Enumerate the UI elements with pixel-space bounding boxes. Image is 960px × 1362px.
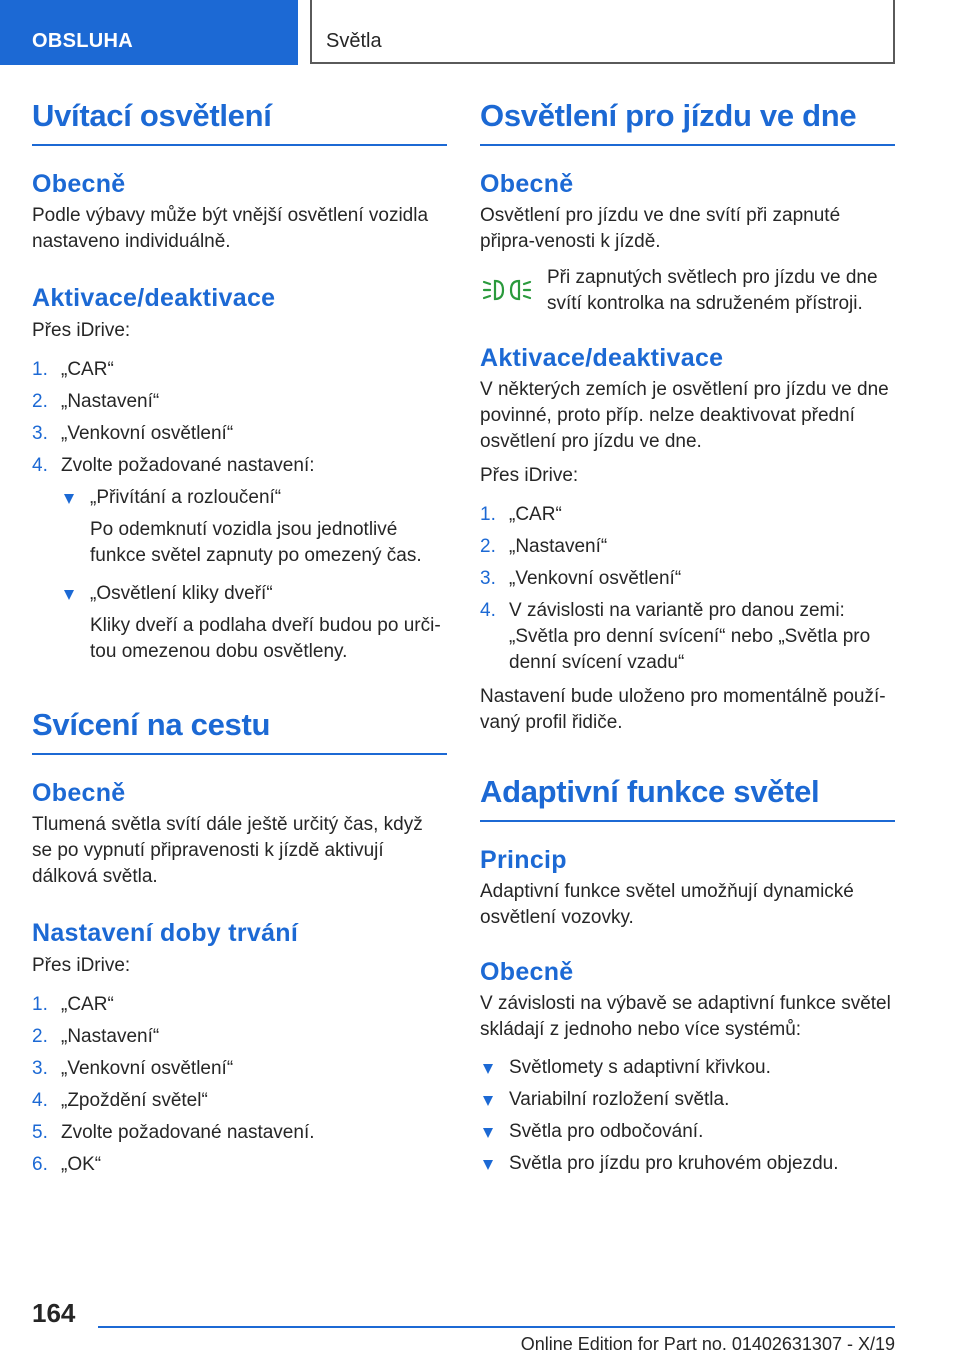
list-item: 2. „Nastavení“ (480, 534, 895, 560)
bullet-triangle-icon (64, 494, 74, 504)
bullet-triangle-icon (483, 1064, 493, 1074)
duration-heading: Nastavení doby trvání (32, 919, 299, 947)
activation-text: V některých zemích je osvětlení pro jízdu ve dne povinné, proto příp. nelze deaktivovat přední osvětlení pro jízdu ve dne. (480, 379, 889, 452)
step-number: 3. (32, 423, 48, 444)
option-description: Kliky dveří a podlaha dveří budou po urči-tou omezenou dobu osvětleny. (90, 615, 441, 662)
footer-divider (98, 1326, 895, 1328)
general-text: V závislosti na výbavě se adaptivní funkce světel skládají z jednoho nebo více systémů: (480, 993, 891, 1040)
bullet-triangle-icon (64, 590, 74, 600)
step-number: 1. (32, 994, 48, 1015)
principle-heading: Princip (480, 846, 567, 874)
step-number: 4. (32, 455, 48, 476)
list-item: 3. „Venkovní osvětlení“ (32, 1056, 447, 1082)
general-heading: Obecně (480, 958, 574, 986)
steps-list (32, 992, 447, 1178)
list-item: 6. „OK“ (32, 1152, 447, 1178)
list-item: 4. Zvolte požadované nastavení: (32, 453, 447, 479)
general-text: Tlumená světla svítí dále ještě určitý čas, když se po vypnutí připravenosti k jízdě aktivují dálková světla. (32, 814, 423, 887)
systems-list (480, 1055, 895, 1177)
general-heading: Obecně (32, 170, 126, 198)
page-number: 164 (32, 1298, 76, 1328)
idrive-intro: Přes iDrive: (32, 320, 131, 341)
idrive-intro: Přes iDrive: (32, 955, 131, 976)
general-heading: Obecně (480, 170, 574, 198)
step-number: 1. (32, 359, 48, 380)
list-item: Variabilní rozložení světla. (480, 1087, 895, 1113)
list-item: Světla pro odbočování. (480, 1119, 895, 1145)
step-number: 3. (32, 1058, 48, 1079)
idrive-intro: Přes iDrive: (480, 465, 579, 486)
list-item: Světla pro jízdu pro kruhovém objezdu. (480, 1151, 895, 1177)
welcome-lighting-title: Uvítací osvětlení (32, 96, 447, 146)
activation-heading: Aktivace/deaktivace (32, 284, 276, 312)
daytime-lights-title: Osvětlení pro jízdu ve dne (480, 96, 895, 146)
step-number: 3. (480, 568, 496, 589)
list-item: 2. „Nastavení“ (32, 1024, 447, 1050)
adaptive-lights-title: Adaptivní funkce světel (480, 772, 895, 822)
general-text: Osvětlení pro jízdu ve dne svítí při zapnuté připra-venosti k jízdě. (480, 205, 841, 252)
option-description: Po odemknutí vozidla jsou jednotlivé funkce světel zapnuty po omezený čas. (90, 519, 422, 566)
list-item: Světlomety s adaptivní křivkou. (480, 1055, 895, 1081)
principle-text: Adaptivní funkce světel umožňují dynamické osvětlení vozovky. (480, 881, 854, 928)
list-item: 1. „CAR“ (480, 502, 895, 528)
step-number: 4. (32, 1090, 48, 1111)
edition-text: Online Edition for Part no. 01402631307 - X/19 (520, 1334, 895, 1354)
steps-list (480, 502, 895, 676)
leaving-home-title: Svícení na cestu (32, 705, 447, 755)
list-item: 1. „CAR“ (32, 992, 447, 1018)
list-item: 5. Zvolte požadované nastavení. (32, 1120, 447, 1146)
step-number: 2. (32, 1026, 48, 1047)
page-header (0, 0, 960, 66)
activation-heading: Aktivace/deaktivace (480, 344, 724, 372)
list-item: 3. „Venkovní osvětlení“ (32, 421, 447, 447)
bullet-triangle-icon (483, 1160, 493, 1170)
after-text: Nastavení bude uloženo pro momentálně použí-vaný profil řidiče. (480, 686, 886, 733)
steps-list (32, 357, 447, 479)
left-column (32, 96, 447, 1178)
general-text: Podle výbavy může být vnější osvětlení vozidla nastaveno individuálně. (32, 205, 429, 252)
step-number: 2. (32, 391, 48, 412)
right-column (480, 96, 895, 1177)
step-number: 4. (480, 600, 496, 621)
step-number: 6. (32, 1154, 48, 1175)
indicator-note (480, 265, 895, 317)
section-tab: OBSLUHA (0, 0, 298, 65)
step-number: 5. (32, 1122, 48, 1143)
indicator-text: Při zapnutých světlech pro jízdu ve dne svítí kontrolka na sdruženém přístroji. (547, 267, 878, 314)
chapter-tab: Světla (310, 0, 895, 64)
list-item: 2. „Nastavení“ (32, 389, 447, 415)
list-item: 4. „Zpoždění světel“ (32, 1088, 447, 1114)
daytime-running-lights-icon (482, 275, 532, 305)
list-item: 1. „CAR“ (32, 357, 447, 383)
options-list (32, 485, 447, 665)
list-item: „Osvětlení kliky dveří“ (61, 581, 447, 607)
list-item: „Přivítání a rozloučení“ (61, 485, 447, 511)
step-number: 2. (480, 536, 496, 557)
bullet-triangle-icon (483, 1128, 493, 1138)
bullet-triangle-icon (483, 1096, 493, 1106)
general-heading: Obecně (32, 779, 126, 807)
step-number: 1. (480, 504, 496, 525)
list-item: 4. V závislosti na variantě pro danou zemi: „Světla pro denní svícení“ nebo „Světla pro denní svícení vzadu“ (480, 600, 871, 673)
list-item: 3. „Venkovní osvětlení“ (480, 566, 895, 592)
